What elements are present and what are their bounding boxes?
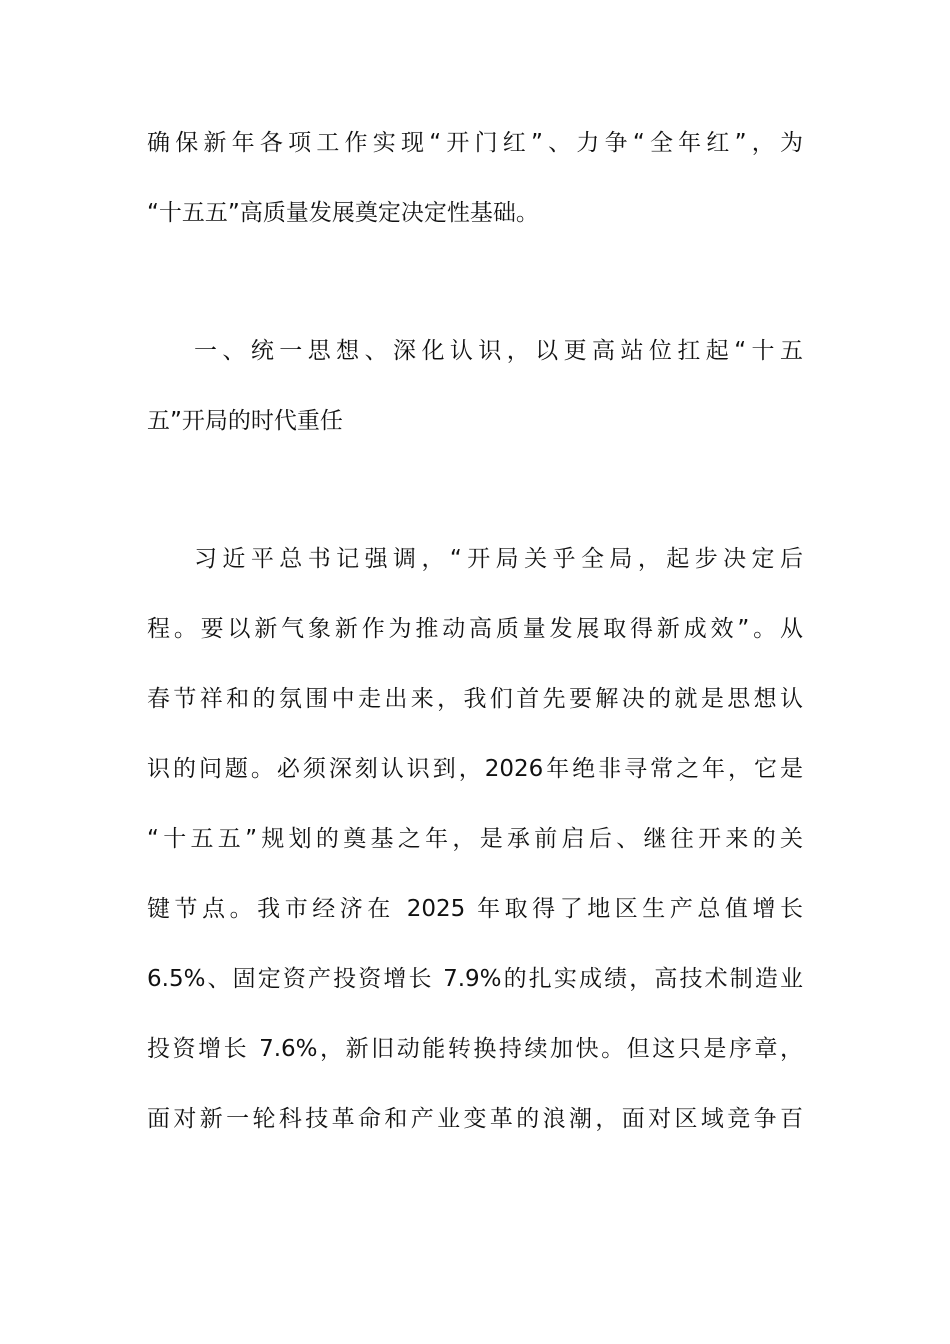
paragraph-line: “十五五”高质量发展奠定决定性基础。: [147, 200, 539, 226]
paragraph-line: 确保新年各项工作实现“开门红”、力争“全年红”，为: [147, 130, 803, 156]
paragraph-line: 键节点。我市经济在 2025 年取得了地区生产总值增长: [147, 896, 803, 922]
paragraph-line: 习近平总书记强调，“开局关乎全局，起步决定后: [194, 546, 803, 572]
section-heading-line: 一、统一思想、深化认识，以更高站位扛起“十五: [194, 338, 803, 364]
paragraph-line: 6.5%、固定资产投资增长 7.9%的扎实成绩，高技术制造业: [147, 966, 803, 992]
section-heading-line: 五”开局的时代重任: [147, 408, 343, 434]
paragraph-line: 春节祥和的氛围中走出来，我们首先要解决的就是思想认: [147, 686, 803, 712]
paragraph-line: 程。要以新气象新作为推动高质量发展取得新成效”。从: [147, 616, 803, 642]
paragraph-line: 识的问题。必须深刻认识到，2026年绝非寻常之年，它是: [147, 756, 803, 782]
paragraph-line: “十五五”规划的奠基之年，是承前启后、继往开来的关: [147, 826, 803, 852]
paragraph-line: 投资增长 7.6%，新旧动能转换持续加快。但这只是序章，: [147, 1036, 803, 1062]
paragraph-line: 面对新一轮科技革命和产业变革的浪潮，面对区域竞争百: [147, 1106, 803, 1132]
